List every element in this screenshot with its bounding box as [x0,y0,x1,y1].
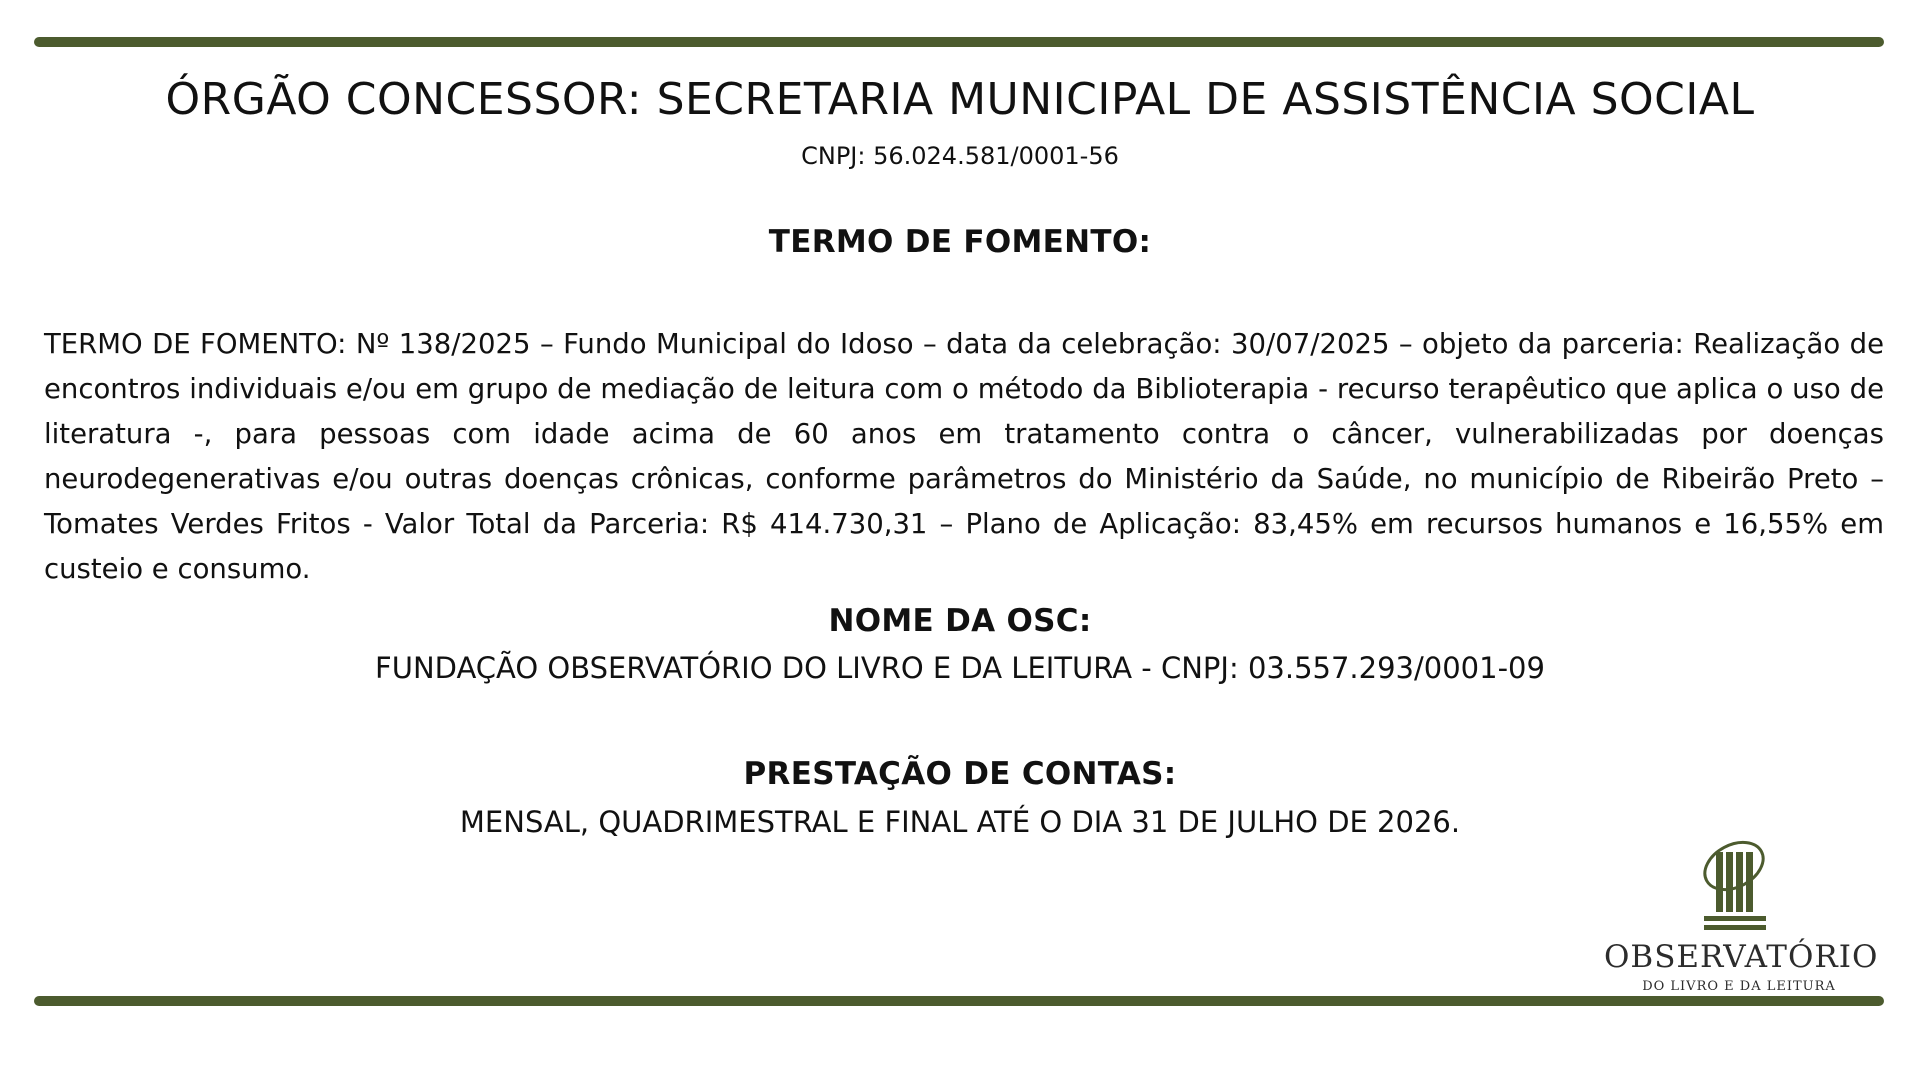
top-divider [34,37,1884,47]
prestacao-heading: PRESTAÇÃO DE CONTAS: [743,756,1177,792]
grantor-cnpj: CNPJ: 56.024.581/0001-56 [801,142,1119,170]
observatorio-logo [1604,836,1879,996]
page-title: ÓRGÃO CONCESSOR: SECRETARIA MUNICIPAL DE ASSISTÊNCIA SOCIAL [165,74,1755,125]
bottom-divider [34,996,1884,1006]
osc-heading: NOME DA OSC: [828,603,1092,639]
columns-icon [1696,836,1776,936]
prestacao-text: MENSAL, QUADRIMESTRAL E FINAL ATÉ O DIA 31 DE JULHO DE 2026. [459,805,1461,839]
termo-heading: TERMO DE FOMENTO: [768,224,1152,260]
logo-name: OBSERVATÓRIO [1604,939,1879,975]
osc-name: FUNDAÇÃO OBSERVATÓRIO DO LIVRO E DA LEITURA - CNPJ: 03.557.293/0001-09 [375,651,1545,685]
logo-subtitle: DO LIVRO E DA LEITURA [1642,979,1836,994]
termo-text: TERMO DE FOMENTO: Nº 138/2025 – Fundo Municipal do Idoso – data da celebração: 30/07/2025 – objeto da parceria: Realização de encontros individuais e/ou em grupo de mediação de leitura com o método da Biblioterapia - recurso terapêutico que aplica o uso de literatura -, para pessoas com idade acima de 60 anos em tratamento contra o câncer, vulnerabilizadas por doenças neurodegenerativas e/ou outras doenças crônicas, conforme parâmetros do Ministério da Saúde, no município de Ribeirão Preto – Tomates Verdes Fritos - Valor Total da Parceria: R$ 414.730,31 – Plano de Aplicação: 83,45% em recursos humanos e 16,55% em custeio e consumo. [44,328,1884,585]
